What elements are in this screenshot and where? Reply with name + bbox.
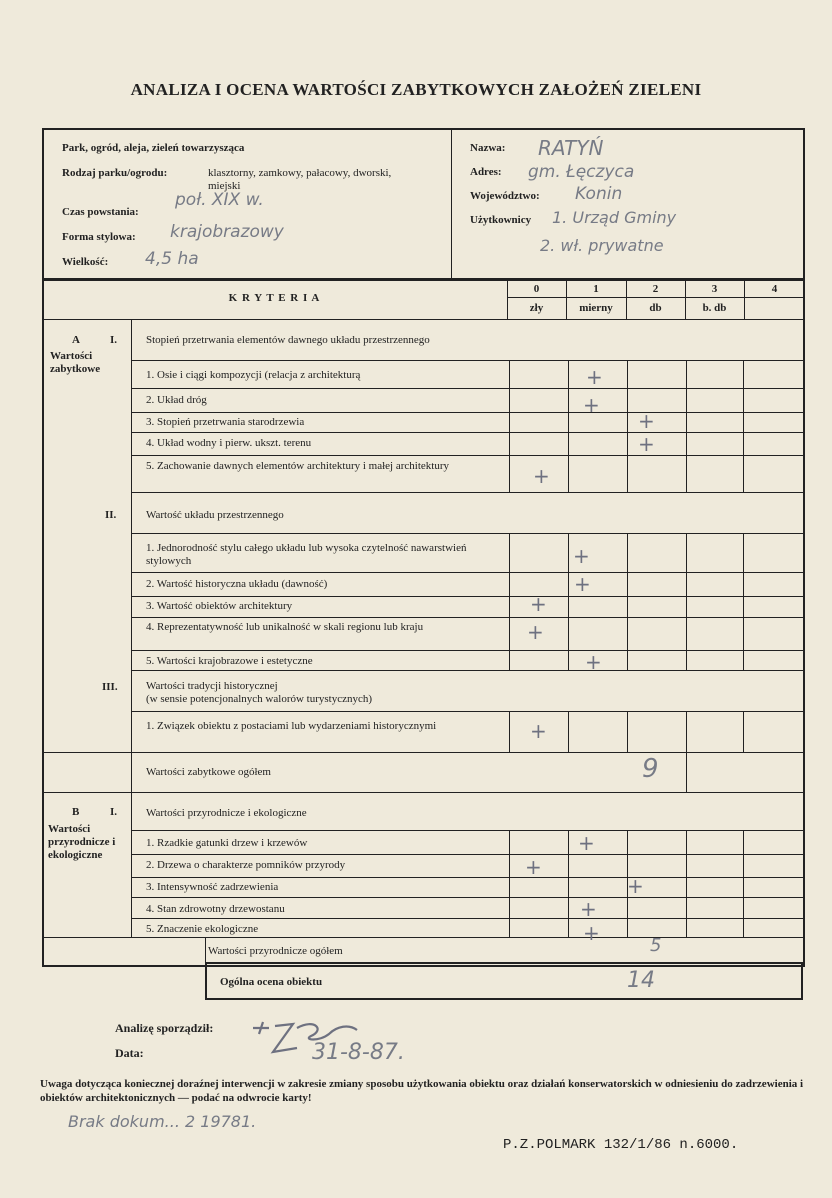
- forma-label: Forma stylowa:: [62, 231, 136, 243]
- wielkosc-value: 4,5 ha: [145, 249, 199, 269]
- b-item-5: 5. Znaczenie ekologiczne: [146, 923, 259, 935]
- data-label: Data:: [115, 1046, 144, 1060]
- b-item-3: 3. Intensywność zadrzewienia: [146, 881, 279, 893]
- rodzaj-options-2: miejski: [208, 180, 241, 192]
- a3-heading-b: (w sensie potencjonalnych walorów turystycznych): [146, 693, 373, 705]
- section-a-letter: A: [72, 334, 80, 346]
- uzytkownik-1: 1. Urząd Gminy: [552, 208, 677, 227]
- a1-item-5: 5. Zachowanie dawnych elementów architektury i małej architektury: [146, 460, 449, 472]
- wojewodztwo-value: Konin: [575, 184, 623, 204]
- mark-b-2: +: [525, 855, 542, 879]
- uzytkownicy-label: Użytkownicy: [470, 214, 532, 226]
- section-b-letter: B: [72, 806, 80, 818]
- kryteria-label: K R Y T E R I A: [228, 292, 321, 304]
- col-0: 0: [533, 283, 540, 295]
- col-2: 2: [652, 283, 659, 295]
- mark-a1-1: +: [586, 365, 603, 389]
- a2-item-1: 1. Jednorodność stylu całego układu lub wysoka czytelność nawarstwień stylowych: [146, 542, 467, 567]
- b-item-2: 2. Drzewa o charakterze pomników przyrody: [146, 859, 346, 871]
- b-item-1: 1. Rzadkie gatunki drzew i krzewów: [146, 837, 308, 849]
- rodzaj-label: Rodzaj parku/ogrodu:: [62, 167, 168, 179]
- park-label: Park, ogród, aleja, zieleń towarzysząca: [62, 142, 245, 154]
- b-total-value: 5: [650, 935, 662, 956]
- a1-item-3: 3. Stopień przetrwania starodrzewia: [146, 416, 305, 428]
- b-item-4: 4. Stan zdrowotny drzewostanu: [146, 903, 285, 915]
- mark-a2-3: +: [530, 592, 547, 616]
- nazwa-value: RATYŃ: [538, 136, 604, 160]
- mark-a2-2: +: [574, 572, 591, 596]
- page-title: ANALIZA I OCENA WARTOŚCI ZABYTKOWYCH ZAŁOŻEŃ ZIELENI: [130, 80, 702, 99]
- wojewodztwo-label: Województwo:: [470, 190, 540, 202]
- adres-value: gm. Łęczyca: [528, 162, 635, 182]
- col-name-0: zły: [529, 302, 544, 314]
- b-total-label: Wartości przyrodnicze ogółem: [208, 945, 343, 957]
- mark-a2-1: +: [573, 544, 590, 568]
- mark-a1-2: +: [583, 393, 600, 417]
- a2-item-2: 2. Wartość historyczna układu (dawność): [146, 578, 328, 590]
- col-name-1: mierny: [579, 302, 613, 314]
- analiza-label: Analizę sporządził:: [115, 1021, 214, 1035]
- a3-roman: III.: [102, 681, 118, 693]
- czas-label: Czas powstania:: [62, 206, 139, 218]
- a3-heading-a: Wartości tradycji historycznej: [146, 680, 278, 692]
- mark-a1-5: +: [533, 464, 550, 488]
- overall-label: Ogólna ocena obiektu: [220, 976, 323, 988]
- col-4: 4: [771, 283, 778, 295]
- forma-value: krajobrazowy: [170, 222, 284, 242]
- mark-a2-4: +: [527, 620, 544, 644]
- a2-roman: II.: [105, 509, 117, 521]
- handwritten-note: Brak dokum... 2 19781.: [68, 1112, 257, 1131]
- a-heading-1: Stopień przetrwania elementów dawnego układu przestrzennego: [146, 334, 430, 346]
- section-b-roman: I.: [110, 806, 118, 818]
- a2-item-4: 4. Reprezentatywność lub unikalność w skali regionu lub kraju: [146, 621, 424, 633]
- a3-item-1: 1. Związek obiektu z postaciami lub wydarzeniami historycznymi: [146, 720, 437, 732]
- a1-item-4: 4. Układ wodny i pierw. ukszt. terenu: [146, 437, 312, 449]
- a1-item-1: 1. Osie i ciągi kompozycji (relacja z architekturą: [146, 369, 361, 381]
- a1-item-2: 2. Układ dróg: [146, 394, 207, 406]
- col-3: 3: [711, 283, 718, 295]
- a2-item-3: 3. Wartość obiektów architektury: [146, 600, 293, 612]
- section-a-roman: I.: [110, 334, 118, 346]
- mark-a3-1: +: [530, 719, 547, 743]
- col-1: 1: [593, 283, 599, 295]
- date-value: 31-8-87.: [312, 1040, 405, 1065]
- col-name-3: b. db: [702, 302, 727, 314]
- a2-heading: Wartość układu przestrzennego: [146, 509, 284, 521]
- a2-item-5: 5. Wartości krajobrazowe i estetyczne: [146, 655, 313, 667]
- mark-b-5: +: [583, 921, 600, 945]
- mark-b-3: +: [627, 874, 644, 898]
- a-total-value: 9: [642, 754, 659, 784]
- overall-value: 14: [627, 968, 655, 993]
- nazwa-label: Nazwa:: [470, 142, 506, 154]
- print-code: P.Z.POLMARK 132/1/86 n.6000.: [503, 1137, 739, 1153]
- a-total-label: Wartości zabytkowe ogółem: [146, 766, 271, 778]
- uzytkownik-2: 2. wł. prywatne: [540, 236, 664, 255]
- col-name-2: db: [649, 302, 662, 314]
- mark-b-1: +: [578, 831, 595, 855]
- section-b-group-label: Wartości przyrodnicze i ekologiczne: [48, 823, 116, 861]
- czas-value: poł. XIX w.: [175, 190, 264, 210]
- mark-b-4: +: [580, 897, 597, 921]
- wielkosc-label: Wielkość:: [62, 256, 109, 268]
- mark-a1-3: +: [638, 409, 655, 433]
- rodzaj-options: klasztorny, zamkowy, pałacowy, dworski,: [208, 167, 392, 179]
- section-a-group-label: Wartości zabytkowe: [50, 350, 101, 375]
- b-heading: Wartości przyrodnicze i ekologiczne: [146, 807, 307, 819]
- adres-label: Adres:: [470, 166, 502, 178]
- footer-note: Uwaga dotycząca koniecznej doraźnej interwencji w zakresie zmiany sposobu użytkowania obiektu oraz działań konserwatorskich w odniesieniu do zadrzewienia i obiektów architektonicznych — podać na odwrocie karty!: [40, 1078, 804, 1104]
- mark-a1-4: +: [638, 432, 655, 456]
- mark-a2-5: +: [585, 650, 602, 674]
